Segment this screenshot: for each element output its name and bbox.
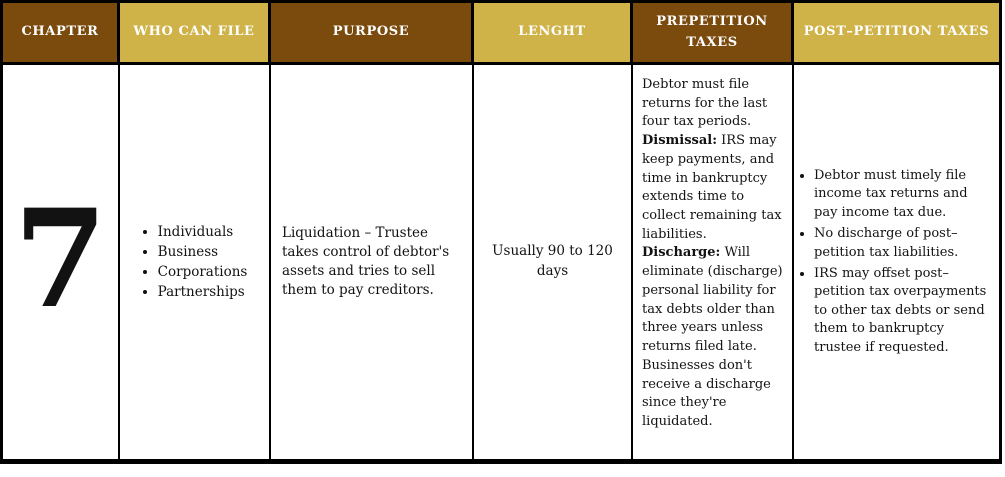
header-cell-post-petition-taxes [794, 3, 999, 65]
header-label-post-petition-taxes: POST–PETITION TAXES [803, 24, 990, 40]
header-label-prepetition-taxes: PREPETITION TAXES [656, 13, 768, 50]
header-label-chapter: CHAPTER [21, 24, 99, 40]
text-segment: Debtor must file returns for the last four tax periods. [642, 77, 768, 130]
list-item: • Corporations [158, 262, 248, 282]
list-item: • No discharge of post–petition tax liabilities. [814, 225, 995, 262]
prepetition-taxes-cell [633, 65, 794, 459]
bold-text-segment: Dismissal: [642, 133, 718, 149]
text-segment: Will eliminate (discharge) personal liability for tax debts older than three years unless returns filed late. Businesses don't receive a discharge since they're liquidated. [642, 245, 783, 429]
list-item: • Debtor must timely file income tax returns and pay income tax due. [814, 167, 995, 222]
header-label-purpose: PURPOSE [332, 24, 410, 40]
header-label-length: LENGHT [518, 24, 586, 40]
header-cell-purpose [271, 3, 474, 65]
header-cell-length [474, 3, 633, 65]
list-item: • Individuals [158, 222, 248, 242]
prepetition-taxes-text [633, 65, 792, 432]
who-can-file-list [142, 222, 248, 303]
header-label-who-can-file: WHO CAN FILE [133, 24, 255, 40]
post-petition-taxes-cell [794, 65, 999, 459]
header-cell-prepetition-taxes [633, 3, 794, 65]
text-segment: IRS may keep payments, and time in bankruptcy extends time to collect remaining tax liabilities. [642, 133, 782, 242]
who-can-file-cell [120, 65, 271, 459]
length-text: Usually 90 to 120 days [492, 243, 613, 279]
list-item: • IRS may offset post–petition tax overpayments to other tax debts or send them to bankruptcy trustee if requested. [814, 265, 995, 357]
table-header-row [3, 3, 999, 65]
table-body-row [3, 65, 999, 459]
purpose-text: Liquidation – Trustee takes control of debtor's assets and tries to sell them to pay creditors. [282, 224, 450, 299]
list-item: • Business [158, 242, 248, 262]
purpose-cell [271, 65, 474, 459]
bold-text-segment: Discharge: [642, 245, 721, 261]
post-petition-taxes-list [794, 164, 999, 361]
header-cell-who-can-file [120, 3, 271, 65]
chapter-cell [3, 65, 120, 459]
header-cell-chapter [3, 3, 120, 65]
list-item: • Partnerships [158, 282, 248, 302]
chapter-number: 7 [13, 178, 108, 338]
length-cell [474, 65, 633, 459]
